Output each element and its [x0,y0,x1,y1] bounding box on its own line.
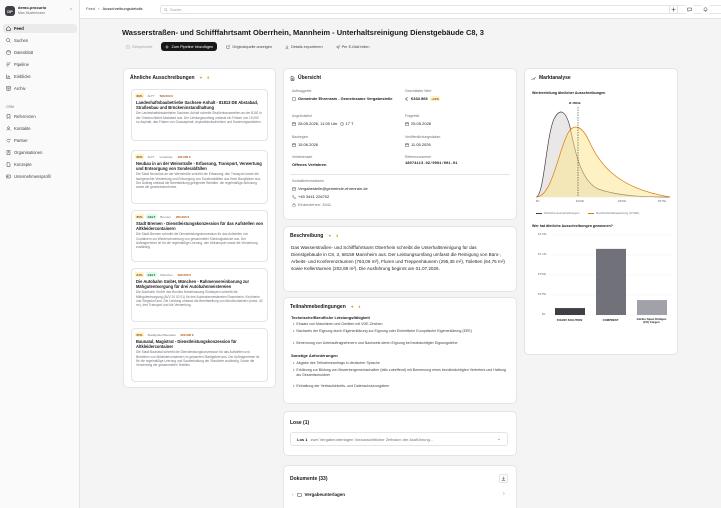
sparkle-icon: ✦ [328,234,332,238]
similar-card[interactable] [131,150,268,204]
breadcrumb-current: Ausschreibungsdetails [102,6,143,11]
sidebar-item-label: Konzepte [14,162,32,167]
sidebar-item-label: Partner [14,138,28,143]
panel-title: Marktanalyse [539,75,571,81]
tender-location: Lüneburg [159,154,173,159]
start-row [292,142,318,147]
saved-label: Gespeichert [132,44,153,49]
start-label: Baubeginn [292,135,309,139]
y-tick: €375k [538,292,547,296]
phone-icon [292,195,296,199]
sidebar-item-concepts[interactable] [3,160,77,169]
sidebar-item-label: Datenblatt [14,50,34,55]
x-axis-ticks [536,199,672,204]
conditions-group-heading: Sonstige Anforderungen [291,353,338,358]
sparkle-icon: ✦ [199,76,203,80]
sidebar-item-label: Einblicke [14,74,31,79]
y-tick: €750k [538,272,547,276]
questions-row [405,121,431,126]
y-tick: €0 [542,312,546,316]
chevron-updown-icon: ⌃ [68,8,73,14]
questions-value: 25.05.2026 [411,121,432,126]
calendar-icon [292,122,296,126]
sidebar-item-label: Suchen [14,38,29,43]
search-input[interactable] [160,5,721,14]
folder-name: Vergabeunterlagen [304,492,346,497]
sidebar-item-partners[interactable] [3,136,77,145]
plus-icon [671,7,676,12]
export-button[interactable] [281,42,327,51]
download-icon [501,476,506,481]
panel-title: Lose (1) [290,420,310,426]
sidebar-item-label: Referenzen [14,114,36,119]
winners-bar-chart [550,234,672,316]
contact-phone[interactable] [292,194,329,199]
legend-average [588,211,639,215]
card-description: Die Landeshaftsbaubetriebe Sachsen-Anhalt schreibt Straßenbauarbeiten an der B181 in der Ortsdurchfahrt Abstabad aus. Der Leistungsumfang umfasst ein Fräsen von 19.000 m² Asphalt, das Fräsen von Gussasphalt, Asphaltdeckschichten und Sanierungsarbeiten. [136,111,262,124]
share-icon [336,45,340,49]
condition-text: Einsatz von Maschinen und Geräten mit VDE-Zeichen [296,322,383,326]
contact-fax-text: Einbeziehen: 3441 [298,202,332,207]
chevron-right-icon: › [292,492,294,497]
profile-icon [6,174,11,179]
match-score: 85% [136,332,143,337]
start-value: 15.06.2026 [298,142,319,147]
lot-row[interactable] [290,432,508,446]
legend-label: Durchschnittsbewertung (UTHD) [596,211,640,215]
chevron-down-icon: ⌄ [496,436,501,442]
panel-header [290,75,321,81]
chat-icon [687,7,692,12]
handshake-icon [6,138,11,143]
sidebar-item-feed[interactable] [3,24,77,33]
sidebar-section-crm: CRM [6,105,14,109]
bar-labels [550,318,672,340]
bar-label: Gürtler Alpen Kühlgen (FG) Cargen [636,317,667,325]
tender-type: GELT [147,272,156,277]
sidebar-item-organizations[interactable] [3,148,77,157]
client-name: Gemeinde Ehrenrain - Gemeinsame Vergabestelle [298,96,393,101]
panel-title: Ähnliche Ausschreibungen [130,75,195,81]
winners-title: Wer hat ähnliche Ausschreibungen gewonnen? [532,224,613,228]
tender-type: GELT [147,214,156,219]
card-title: Baunatal, Magistrat - Dienstleistungskonzession für Altkleidercontainer [136,339,237,350]
home-icon [6,26,11,31]
legend-label: Ähnliche Ausschreibungen [544,211,580,215]
tender-value: 300.000 € [180,332,194,337]
conditions-count: 4 [358,305,361,309]
condition-text: Einhaltung der Vertraulichkeits- und Datenschutzvorgaben [296,384,390,388]
clock-icon [340,122,344,126]
description-text: Das Wasserstraßen- und Schifffahrtsamt Oberrhein schreibt die Unterhaltsreinigung für das Dienstgebäude in C8, 3, 68159 Mannheim aus. Der Leistungsumfang umfasst die Reinigung von Büro-, Arbeits- und Konferenzräumen (763,06 m²), Fluren und Treppenhäusern (295,35 m²), Toiletten (64,75 m²) sowie Kellerräumen (202,69 m²). Die Ausführung beginnt am 01.07.2026. [291,245,505,271]
export-label: Details exportieren [290,44,323,49]
bar [637,300,667,315]
card-description: Die Stadt Neubrück an der Weinstraße schreibt die Erfassung, den Transport sowie die fachgerechte Verwertung und Entsorgung von Sonderabfällen aus ihren Bauplätzen aus. Der Auftrag umfasst die Bereitstellung geeigneter Behälter, die regelmäßige Abholung sowie die gesetzeskonforme. [136,172,261,190]
chevron-right-icon: › [503,491,505,497]
search-icon [6,38,11,43]
calendar-icon [405,122,409,126]
view-source-label: Originalquelle anzeigen [232,44,272,49]
breadcrumb-feed[interactable]: Feed [86,6,96,11]
contact-email-text: Vergabestelle@gemeinde-ehrenrain.de [298,186,368,191]
panel-header [290,233,338,239]
card-title: Landeshaftsbaubetriebe Sachsen-Anhalt - 81813 DE Abstabad, Straßenbau und Brückeninstandhaltung [136,100,259,111]
search-placeholder: Suche... [170,7,185,12]
documents-panel [283,465,517,508]
tender-type: ALTT [147,154,155,159]
notifications-button[interactable] [701,5,710,14]
add-to-pipeline-button[interactable] [161,42,217,51]
sidebar-item-datasheet[interactable] [3,48,77,57]
condition-text: Erklärung zur Bildung von Bewerbergemeinschaften (falls zutreffend) mit Benennung eines bevollmächtigten Vertreters und Haftung als Gesamtschuldner [296,368,506,377]
contact-label: Kontaktinformationen [292,179,325,183]
bar-label: FOLDIV SOLUTION [556,318,583,322]
similar-card[interactable] [131,268,268,322]
saved-button[interactable] [122,42,156,51]
questions-label: Fragefrist [405,114,420,118]
contact-phone-text: +49 3441 226702 [298,194,330,199]
published-value: 11.05.2026 [411,142,431,147]
document-icon [6,162,11,167]
bookmark-icon [6,114,11,119]
card-description: Die Stadt Bremen schreibt die Dienstleistungskonzession für das Aufstellen von Containern zur Wiederverwertung von gesammelter Kleidungsstücke aus. Der Auftragnehmer ist für die regelmäßige Leerung, den Abtransport sowie die Verwertung zuständig. [136,232,258,250]
messages-button[interactable] [685,5,694,14]
printer-icon [292,203,296,207]
add-to-pipeline-label: Zum Pipeline hinzufügen [171,44,214,49]
sidebar-item-label: Feed [14,26,24,31]
published-label: Veröffentlichungsdatum [405,135,441,139]
bar [555,308,585,315]
download-all-button[interactable] [499,474,508,483]
workspace-name: demo-procurio [18,5,47,11]
condition-item: • Abgabe des Teilnahmeantrags in deutscher Sprache [293,360,380,365]
tender-location: Bremen [160,214,171,219]
contact-email[interactable] [292,186,368,191]
bar [596,249,626,315]
condition-item: • Einhaltung der Vertraulichkeits- und Datenschutzvorgaben [293,383,390,388]
building-icon [6,150,11,155]
distribution-chart [532,97,672,207]
deadline-row [292,121,353,126]
client-value [292,96,397,101]
tender-type: ALTT [147,93,155,98]
match-score: 84% [136,272,143,277]
description-count: 4 [336,234,338,238]
chart-icon [6,74,11,79]
deadline-days: 17 T [345,121,354,126]
chevron-right-icon: › [98,6,100,11]
panel-title: Beschreibung [290,233,324,239]
panel-title: Übersicht [298,75,322,81]
x-tick: €675k [658,199,667,203]
value-change-badge: +10% [431,96,439,101]
x-tick: €450k [618,199,627,203]
sidebar-item-search[interactable] [3,36,77,45]
contact-fax [292,202,331,207]
lot-label: Los 1 [297,436,308,442]
distribution-title: Wertverteilung ähnlicher Ausschreibungen [532,91,606,95]
y-tick: €1.5M [538,232,547,236]
panel-header [531,75,571,81]
euro-icon [405,97,409,101]
tender-value: 150.000 € [177,154,191,159]
condition-text: Benennung von Unterauftragnehmern und Nachweis deren Eignung bei beabsichtigter Eignungsleihe [296,341,458,345]
y-axis-ticks [532,232,548,318]
value-row [405,96,440,101]
condition-item: • Einsatz von Maschinen und Geräten mit VDE-Zeichen [293,321,383,326]
client-label: Auftraggeber [292,89,312,93]
panel-title: Teilnahmebedingungen [290,304,346,310]
match-score: 89% [136,93,143,98]
similar-card[interactable] [131,210,268,262]
view-source-button[interactable] [222,42,276,51]
sidebar-item-archive[interactable] [3,84,77,93]
top-bar [80,0,721,19]
download-icon [285,45,289,49]
user-icon [6,126,11,131]
published-row [405,142,431,147]
sidebar-item-company-profile[interactable] [3,172,77,181]
external-link-icon [226,45,230,49]
condition-text: Nachweis der Eignung durch Eigenerklärung zur Eignung oder Einheitliche Europäische Eigenerklärung (EEE) [296,329,473,333]
x-tick: €200k [576,199,585,203]
procedure-value: Offenes Verfahren [292,162,327,167]
lot-text: zwei Vergabeunterlagen Voraussichtlicher Zeitraum der Ausführung... [310,436,434,442]
conditions-group-heading: Technische/Berufliche Leistungsfähigkeit [291,315,370,320]
sidebar [0,0,80,508]
tender-location: Stadtgebiet Baunatal [147,332,176,337]
divider [290,174,510,175]
bookmark-icon [126,45,130,49]
average-marker-label: Ø 4653k [569,101,581,105]
card-title: Stadt Bremen - Dienstleistungskonzession für das Aufstellen von Altkleidercontainern [136,221,264,232]
document-folder[interactable] [292,492,345,497]
action-bar [122,42,373,51]
tender-value: 250.000 € [175,214,190,219]
calendar-icon [292,143,296,147]
share-email-label: Per E-Mail teilen [341,44,370,49]
workspace-switcher[interactable] [5,4,77,18]
similar-card[interactable] [131,328,268,382]
reference-label: Referenznummer [405,155,432,159]
mail-icon [292,187,296,191]
page-title: Wasserstraßen- und Schifffahrtsamt Oberrhein, Mannheim - Unterhaltsreinigung Dienstgebäude C8, 3 [122,28,484,37]
legend-similar [536,211,579,215]
tender-value: 390.000 € [177,272,191,277]
estimated-value: €333.566 [411,96,428,101]
y-tick: €1.1M [538,252,547,256]
search-icon [164,8,168,12]
reference-value: 18074113.02/0001/001-01 [405,162,458,166]
deadline-label: Angebotsfrist [292,114,312,118]
tender-location: München [160,272,173,277]
sidebar-item-pipeline[interactable] [3,60,77,69]
similar-count: 6 [207,76,210,80]
trend-icon [531,76,536,81]
workspace-user: Max Mustermann [18,11,46,15]
procedure-label: Verfahrensart [292,155,313,159]
tender-value: 596.000 € [159,93,173,98]
condition-text: Abgabe des Teilnahmeantrags in deutscher Sprache [296,361,380,365]
card-description: Die Stadt Baunatal schreibt die Dienstleistungskonzession für das Aufstellen und Betreiben von Altkleidercontainern im gesamten Stadtgebiet aus. Der Auftragnehmer ist für die regelmäßige Leerung und Sauberhaltung der Standorte zuständig. Sowie die Verwertung der gesammelten Textilien. [136,350,260,368]
archive-icon [6,86,11,91]
value-label: Geschätzter Wert [405,89,432,93]
share-email-button[interactable] [332,42,374,51]
deadline-value: 28.05.2026, 11:00 Uhr [298,121,338,126]
breadcrumb [86,6,143,11]
sidebar-item-label: Archiv [14,86,26,91]
panel-header [290,304,360,310]
sidebar-item-insights[interactable] [3,72,77,81]
pipeline-icon [6,62,11,67]
x-tick: €0 [536,199,540,203]
sidebar-item-references[interactable] [3,112,77,121]
bar-label: COMPREST [602,318,619,322]
card-title: Die Autobahn GmbH, München - Rahmenvereinbarung zur Mähgutentsorgung für drei Autobahnmeistereien [136,279,250,290]
sparkle-icon: ✦ [350,305,354,309]
workspace-avatar: DP [5,6,15,16]
match-score: 86% [136,154,143,159]
calendar-icon [405,143,409,147]
sidebar-item-label: Pipeline [14,62,29,67]
sidebar-item-label: Unternehmensprofil [14,174,51,179]
document-icon [290,76,295,81]
add-button[interactable] [669,5,678,14]
database-icon [6,50,11,55]
similar-card[interactable] [131,89,268,141]
sidebar-item-contacts[interactable] [3,124,77,133]
panel-header [130,75,209,81]
building-icon [292,97,296,101]
sidebar-item-label: Organisationen [14,150,43,155]
sidebar-item-label: Kontakte [14,126,31,131]
folder-icon [297,492,302,497]
plus-icon [165,45,169,49]
card-title: Neubau in an der Weinstraße - Erfassung, Transport, Verwertung und Entsorgung von Sonderabfällen [136,161,262,172]
condition-item: • Nachweis der Eignung durch Eigenerklärung zur Eignung oder Einheitliche Europäische Eigenerklärung (EEE) [293,328,473,333]
condition-item: • Erklärung zur Bildung von Bewerbergemeinschaften (falls zutreffend) mit Benennung eines bevollmächtigten Vertreters und Haftung als Gesamtschuldner [293,367,506,377]
bell-icon [703,7,708,12]
condition-item: • Benennung von Unterauftragnehmern und Nachweis deren Eignung bei beabsichtigter Eignungsleihe [293,340,458,345]
panel-title: Dokumente (33) [290,476,328,482]
card-description: Die Autobahn GmbH des Bundes Niederlassung Südbayern schreibt die Mähgutentsorgung (AVV 20 02 01) für drei Autobahnmeistereien Rosenheim, Kirchheim und Siegsdorf aus. Die Leistung umfasst die Bereitstellung von Abrollcontainern (mind. 40 m³), den Transport und die Verwertung. [136,290,263,308]
match-score: 85% [136,214,143,219]
